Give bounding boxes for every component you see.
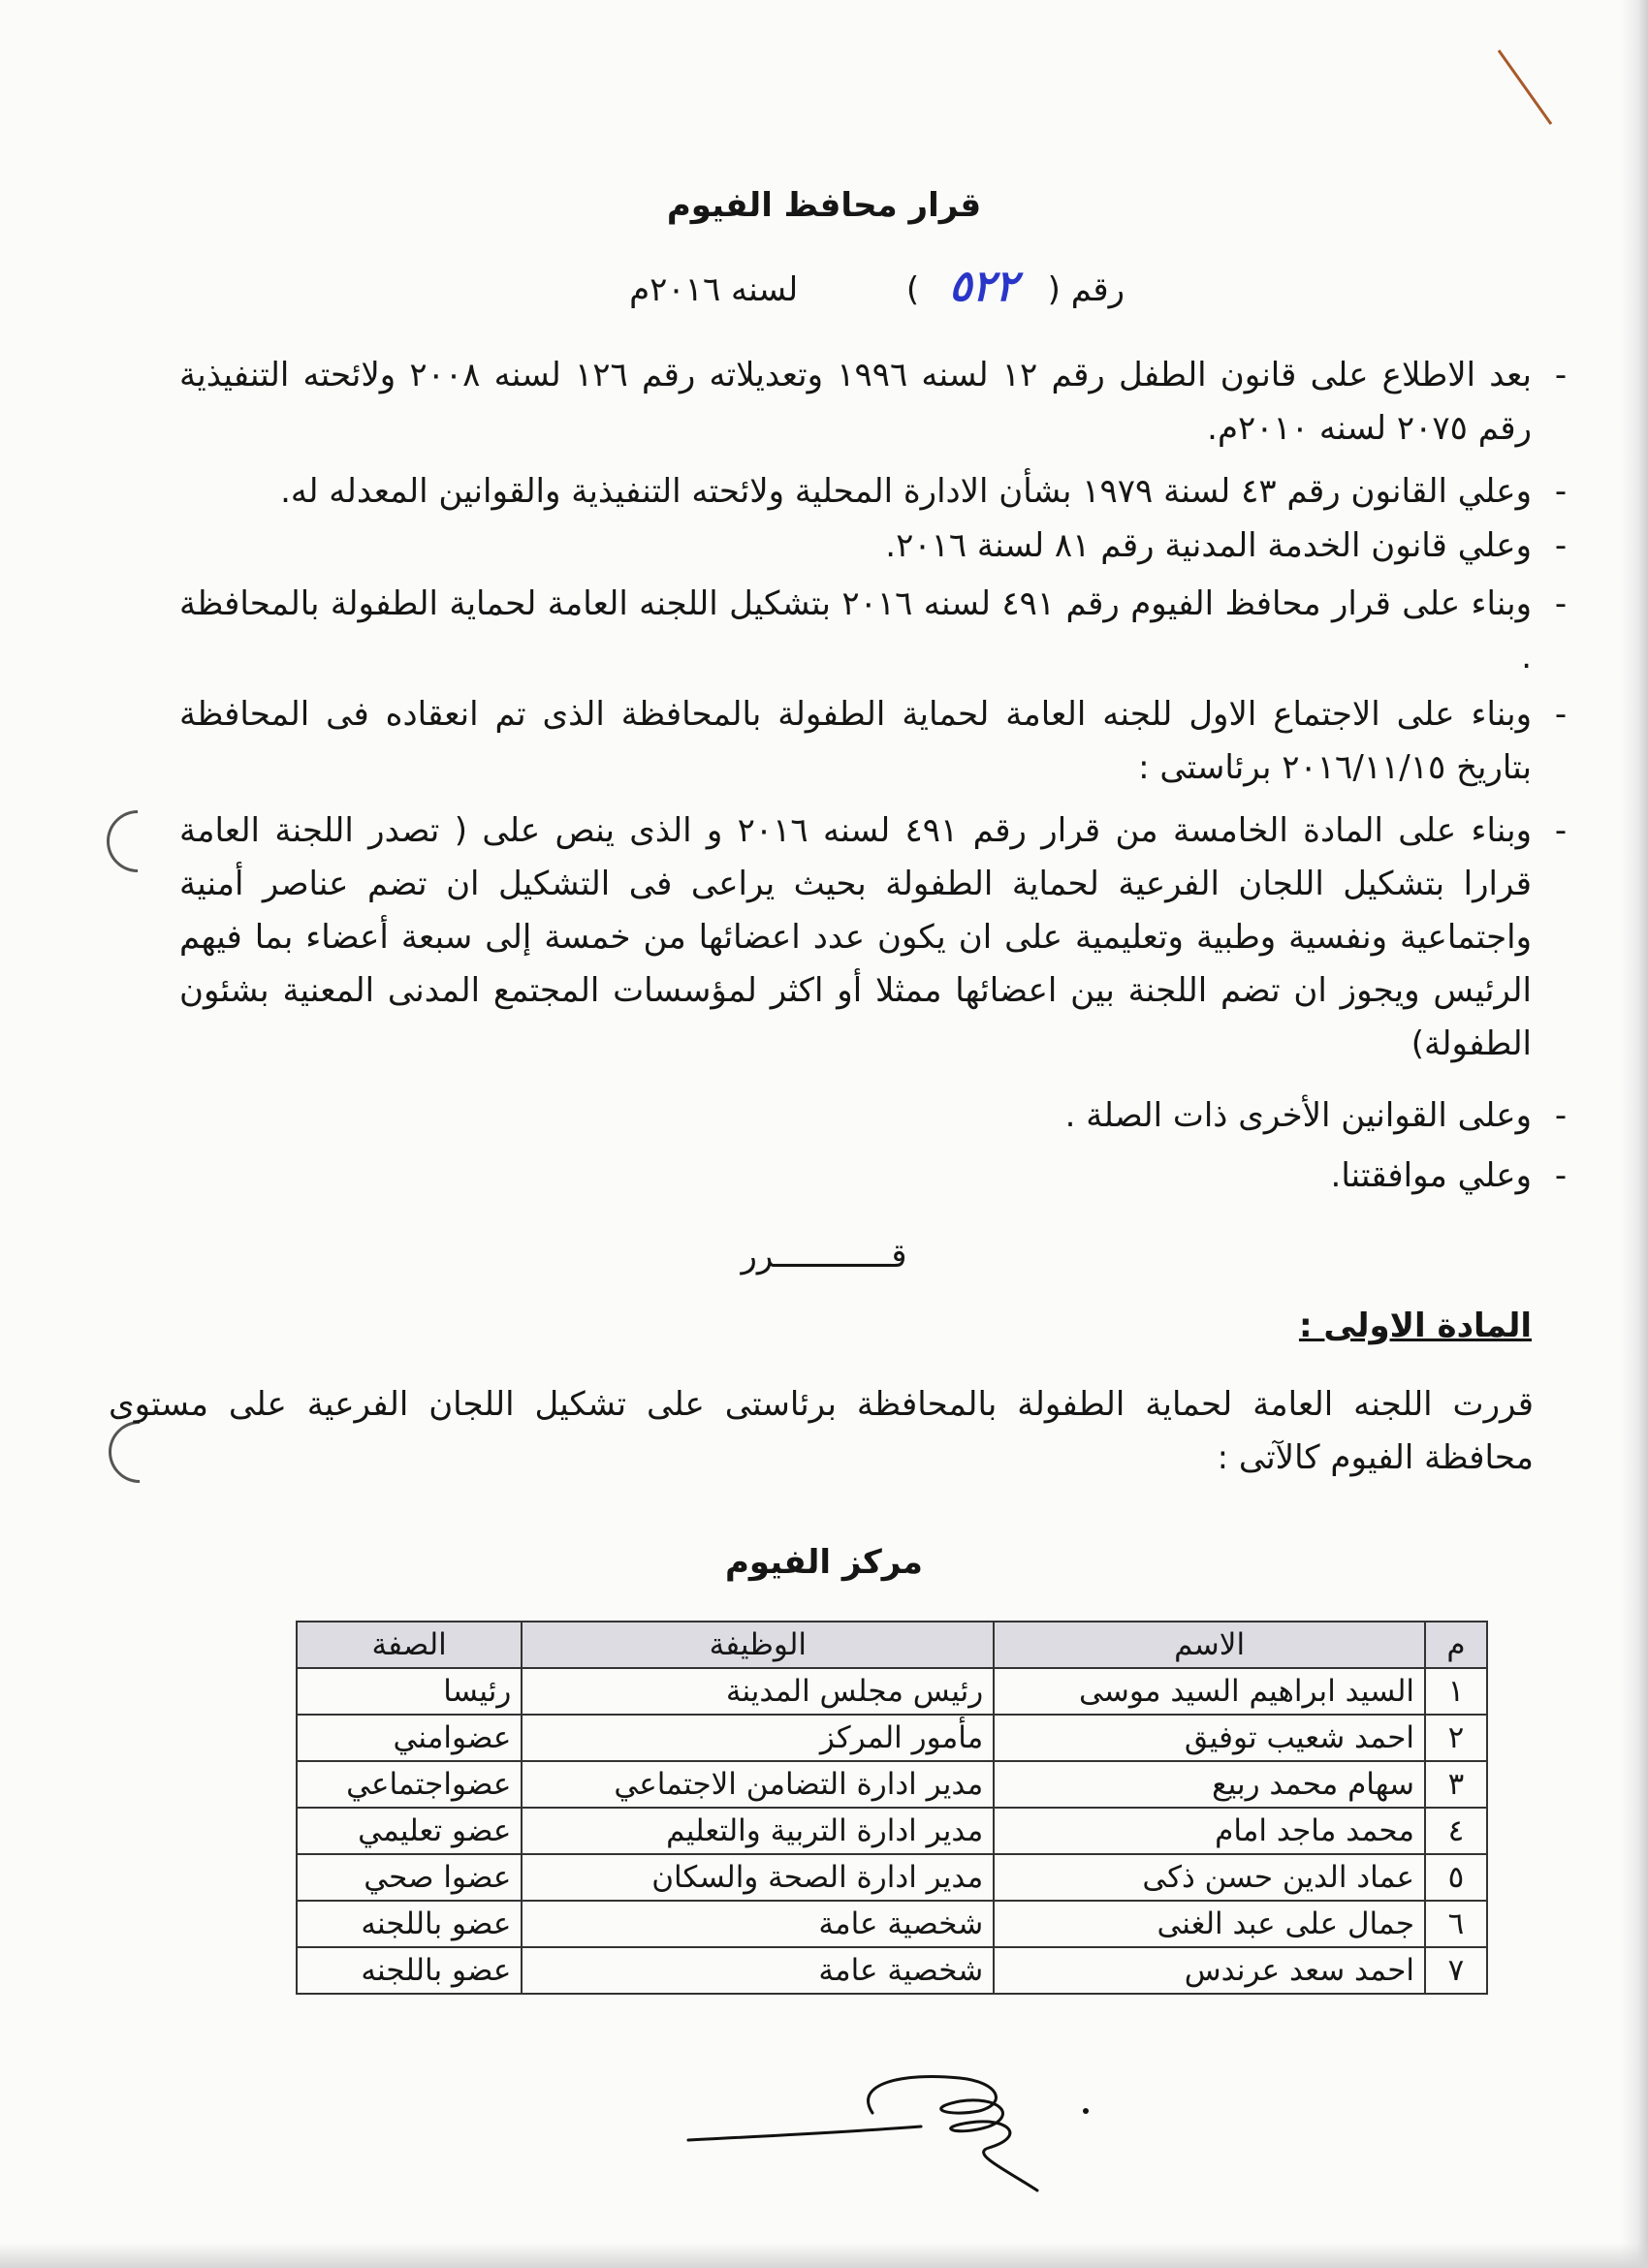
cell-job: شخصية عامة: [522, 1947, 994, 1994]
preamble-text: وعلي القانون رقم ٤٣ لسنة ١٩٧٩ بشأن الادارة المحلية ولائحته التنفيذية والقوانين المعدله له.: [280, 472, 1532, 511]
col-header-job: الوظيفة: [522, 1622, 994, 1668]
col-header-name: الاسم: [994, 1622, 1425, 1668]
bullet-dash: -: [1554, 472, 1568, 511]
cell-name: احمد شعيب توفيق: [994, 1715, 1425, 1761]
cell-job: مأمور المركز: [522, 1715, 994, 1761]
bullet-dash: -: [1554, 526, 1568, 565]
pen-mark: [1491, 45, 1559, 132]
cell-index: ٧: [1425, 1947, 1487, 1994]
table-row: [297, 1808, 1487, 1854]
bullet-dash: -: [1554, 811, 1568, 850]
signature: [679, 2055, 1125, 2239]
cell-name: محمد ماجد امام: [994, 1808, 1425, 1854]
decree-number-line: [407, 262, 1125, 311]
bullet-dash: -: [1554, 1156, 1568, 1195]
preamble-text: وعلي قانون الخدمة المدنية رقم ٨١ لسنة ٢٠١٦.: [885, 526, 1532, 565]
cell-job: مدير ادارة التضامن الاجتماعي: [522, 1761, 994, 1808]
handwritten-number: ٥٢٢: [948, 262, 1018, 311]
preamble-text: وعلي موافقتنا.: [1330, 1156, 1532, 1195]
cell-name: السيد ابراهيم السيد موسى: [994, 1668, 1425, 1715]
cell-name: جمال على عبد الغنى: [994, 1901, 1425, 1947]
preamble-text: بعد الاطلاع على قانون الطفل رقم ١٢ لسنه ١٩٩٦ وتعديلاته رقم ١٢٦ لسنه ٢٠٠٨ ولائحته التنفيذية رقم ٢٠٧٥ لسنه ٢٠١٠م.: [179, 356, 1533, 448]
bullet-dash: -: [1554, 356, 1568, 394]
cell-index: ٤: [1425, 1808, 1487, 1854]
cell-role: عضو باللجنه: [297, 1947, 522, 1994]
table-header-row: [297, 1622, 1487, 1668]
cell-role: عضوا صحي: [297, 1854, 522, 1901]
preamble-text: وبناء على قرار محافظ الفيوم رقم ٤٩١ لسنه ٢٠١٦ بتشكيل اللجنه العامة لحماية الطفولة بالمحافظة .: [179, 584, 1532, 677]
cell-name: عماد الدين حسن ذكى: [994, 1854, 1425, 1901]
cell-name: احمد سعد عرندس: [994, 1947, 1425, 1994]
preamble-text: وعلى القوانين الأخرى ذات الصلة .: [1064, 1096, 1532, 1135]
cell-job: مدير ادارة الصحة والسكان: [522, 1854, 994, 1901]
decision-heading: قــــــــــــرر: [741, 1237, 907, 1276]
cell-index: ١: [1425, 1668, 1487, 1715]
preamble-text: وبناء على الاجتماع الاول للجنه العامة لحماية الطفولة بالمحافظة الذى تم انعقاده فى المحافظة بتاريخ ٢٠١٦/١١/١٥ برئاستى :: [179, 695, 1532, 787]
cell-job: شخصية عامة: [522, 1901, 994, 1947]
col-header-role: الصفة: [297, 1622, 522, 1668]
cell-index: ٢: [1425, 1715, 1487, 1761]
decree-title: قرار محافظ الفيوم: [666, 186, 982, 225]
table-row: [297, 1715, 1487, 1761]
preamble-text: وبناء على المادة الخامسة من قرار رقم ٤٩١ لسنه ٢٠١٦ و الذى ينص على ( تصدر اللجنة العامة قرارا بتشكيل اللجان الفرعية لحماية الطفولة بحيث يراعى فى التشكيل ان تضم عناصر أمنية واجتماعية ونفسية وطبية وتعليمية على ان يكون عدد اعضائها من خمسة إلى سبعة أعضاء بما فيهم الرئيس ويجوز ان تضم اللجنة بين اعضائها ممثلا أو اكثر لمؤسسات المجتمع المدنى المعنية بشئون الطفولة): [179, 811, 1532, 1063]
cell-role: عضو باللجنه: [297, 1901, 522, 1947]
table-row: [297, 1901, 1487, 1947]
bullet-dash: -: [1554, 584, 1568, 623]
paper-edge-bottom: [0, 2243, 1648, 2268]
table-row: [297, 1947, 1487, 1994]
cell-index: ٦: [1425, 1901, 1487, 1947]
cell-job: رئيس مجلس المدينة: [522, 1668, 994, 1715]
number-suffix: ): [905, 270, 920, 309]
table-row: [297, 1761, 1487, 1808]
col-header-index: م: [1425, 1622, 1487, 1668]
cell-role: رئيسا: [297, 1668, 522, 1715]
punch-hole-mark: [94, 798, 182, 886]
cell-role: عضواجتماعي: [297, 1761, 522, 1808]
table-row: [297, 1854, 1487, 1901]
decree-year: لسنه ٢٠١٦م: [629, 270, 799, 309]
article-text: قررت اللجنه العامة لحماية الطفولة بالمحافظة برئاستى على تشكيل اللجان الفرعية على مستوى محافظة الفيوم كالآتى :: [109, 1385, 1534, 1477]
bullet-dash: -: [1554, 1096, 1568, 1135]
members-table: [296, 1621, 1488, 1995]
table-title: مركز الفيوم: [725, 1543, 923, 1582]
article-heading: المادة الاولى :: [1298, 1307, 1532, 1345]
table-row: [297, 1668, 1487, 1715]
cell-index: ٥: [1425, 1854, 1487, 1901]
cell-role: عضو تعليمي: [297, 1808, 522, 1854]
cell-index: ٣: [1425, 1761, 1487, 1808]
bullet-dash: -: [1554, 695, 1568, 734]
cell-role: عضوامني: [297, 1715, 522, 1761]
cell-name: سهام محمد ربيع: [994, 1761, 1425, 1808]
paper-edge-right: [1621, 0, 1648, 2268]
number-prefix: رقم (: [1047, 270, 1125, 309]
cell-job: مدير ادارة التربية والتعليم: [522, 1808, 994, 1854]
